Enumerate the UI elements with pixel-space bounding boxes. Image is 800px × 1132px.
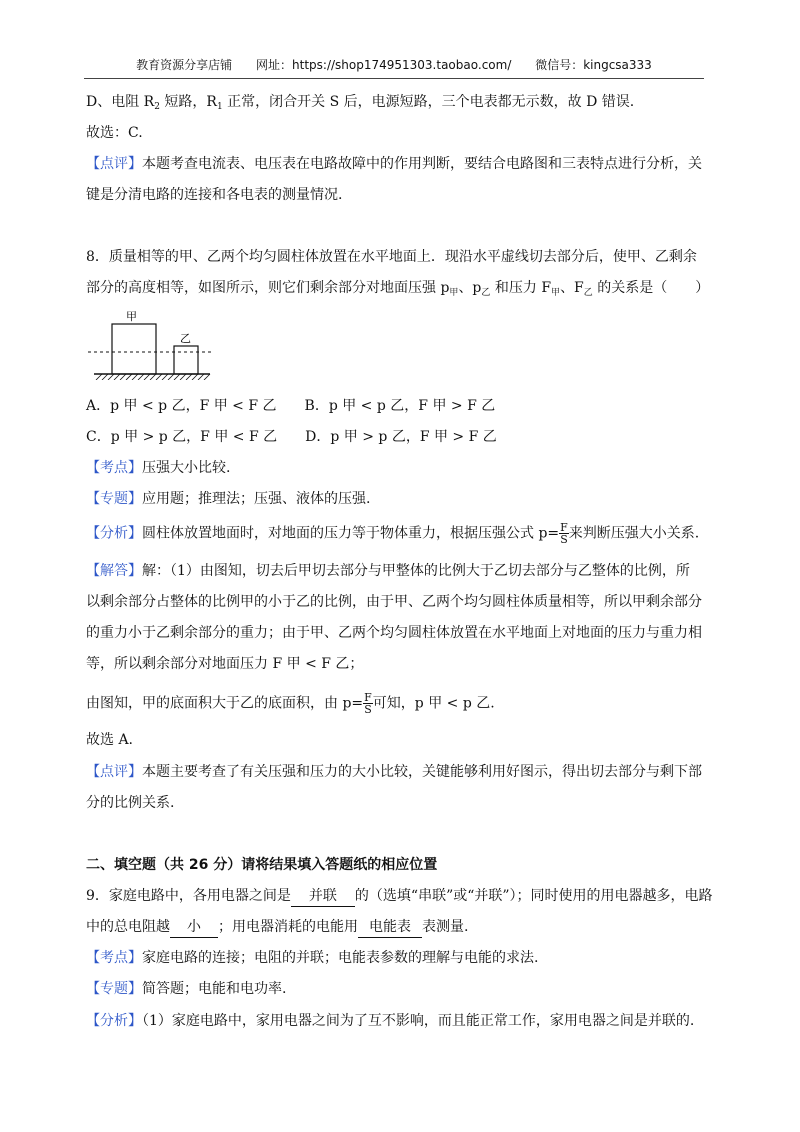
label-jia: 甲: [126, 310, 137, 323]
q8-dianping-line-2: 分的比例关系.: [86, 795, 175, 811]
answer-blank-3: 电能表: [358, 917, 422, 938]
q8-stem-line-1: 8．质量相等的甲、乙两个均匀圆柱体放置在水平地面上．现沿水平虚线切去部分后，使甲、乙剩余: [86, 249, 697, 265]
pressure-formula: $\frac{F}{S}$: [560, 521, 568, 546]
q8-answer: 故选 A.: [86, 732, 134, 748]
option-b: B．p 甲 < p 乙，F 甲 > F 乙: [304, 398, 496, 414]
comment-tag: 【点评】: [86, 156, 142, 172]
q8-fenxi: 【分析】圆柱体放置地面时，对地面的压力等于物体重力，根据压强公式 p= $\frac{F}{S}$ 来判断压强大小关系.: [86, 521, 700, 546]
shop-name: 教育资源分享店铺: [136, 58, 233, 72]
q7-option-d-analysis: D、电阻 $R_2$ 短路，$R_1$ 正常，闭合开关 S 后，电源短路，三个电表都无示数，故 D 错误.: [86, 94, 635, 112]
q8-kaodian: 【考点】压强大小比较.: [86, 460, 231, 476]
q8-options-cd: [86, 427, 726, 447]
shop-url: 网址：https://shop174951303.taobao.com/: [256, 58, 512, 72]
option-c: C．p 甲 > p 乙，F 甲 < F 乙: [86, 429, 278, 445]
q8-jieda-line-2: 以剩余部分占整体的比例甲的小于乙的比例，由于甲、乙两个均匀圆柱体质量相等，所以甲剩余部分: [86, 594, 702, 610]
q9-stem-line-1: 9．家庭电路中，各用电器之间是 并联 的（选填“串联”或“并联”）；同时使用的用电器越多，电路: [86, 886, 726, 907]
q9-zhuanti: 【专题】简答题；电能和电功率.: [86, 981, 287, 997]
q9-kaodian: 【考点】家庭电路的连接；电阻的并联；电能表参数的理解与电能的求法.: [86, 950, 539, 966]
q7-comment-line-1: 【点评】本题考查电流表、电压表在电路故障中的作用判断，要结合电路图和三表特点进行分析，关: [86, 156, 702, 172]
q7-comment-line-2: 键是分清电路的连接和各电表的测量情况.: [86, 187, 343, 203]
q8-jieda-line-3: 的重力小于乙剩余部分的重力；由于甲、乙两个均匀圆柱体放置在水平地面上对地面的压力与重力相: [86, 625, 702, 641]
q8-jieda-line-5: 由图知，甲的底面积大于乙的底面积，由 p= $\frac{F}{S}$ 可知，p 甲 < p 乙.: [86, 691, 495, 716]
cylinder-yi: [174, 346, 198, 374]
answer-blank-2: 小: [170, 917, 218, 938]
q8-options-ab: [86, 396, 726, 416]
page-header: [84, 56, 704, 79]
pressure-formula: $\frac{F}{S}$: [364, 691, 372, 716]
option-d: D．p 甲 > p 乙，F 甲 > F 乙: [305, 429, 497, 445]
q8-cylinders-figure: [86, 308, 216, 380]
wechat-id: 微信号：kingcsa333: [535, 58, 652, 72]
q9-stem-line-2: 中的总电阻越 小 ；用电器消耗的电能用 电能表 表测量.: [86, 917, 726, 938]
q8-stem-line-2: 部分的高度相等，如图所示，则它们剩余部分对地面压强 $p_甲$、$p_乙$ 和压力 $F_甲$、$F_乙$ 的关系是（ ）: [86, 280, 710, 298]
section-2-title: 二、填空题（共 26 分）请将结果填入答题纸的相应位置: [86, 857, 438, 873]
option-a: A．p 甲 < p 乙，F 甲 < F 乙: [86, 398, 277, 414]
q8-dianping-line-1: 【点评】本题主要考查了有关压强和压力的大小比较，关键能够利用好图示，得出切去部分与剩下部: [86, 764, 702, 780]
cylinder-jia: [112, 324, 156, 374]
label-yi: 乙: [180, 332, 191, 345]
answer-blank-1: 并联: [291, 886, 355, 907]
cylinders-diagram: [86, 308, 216, 380]
q8-jieda-line-1: 【解答】解：（1）由图知，切去后甲切去部分与甲整体的比例大于乙切去部分与乙整体的比例，所: [86, 563, 690, 579]
q9-fenxi: 【分析】（1）家庭电路中，家用电器之间为了互不影响，而且能正常工作，家用电器之间是并联的.: [86, 1013, 695, 1029]
q8-jieda-line-4: 等，所以剩余部分对地面压力 F 甲 < F 乙；: [86, 656, 364, 672]
ground-hatching: [96, 374, 210, 380]
q8-zhuanti: 【专题】应用题；推理法；压强、液体的压强.: [86, 491, 371, 507]
q7-answer: 故选：C.: [86, 125, 143, 141]
